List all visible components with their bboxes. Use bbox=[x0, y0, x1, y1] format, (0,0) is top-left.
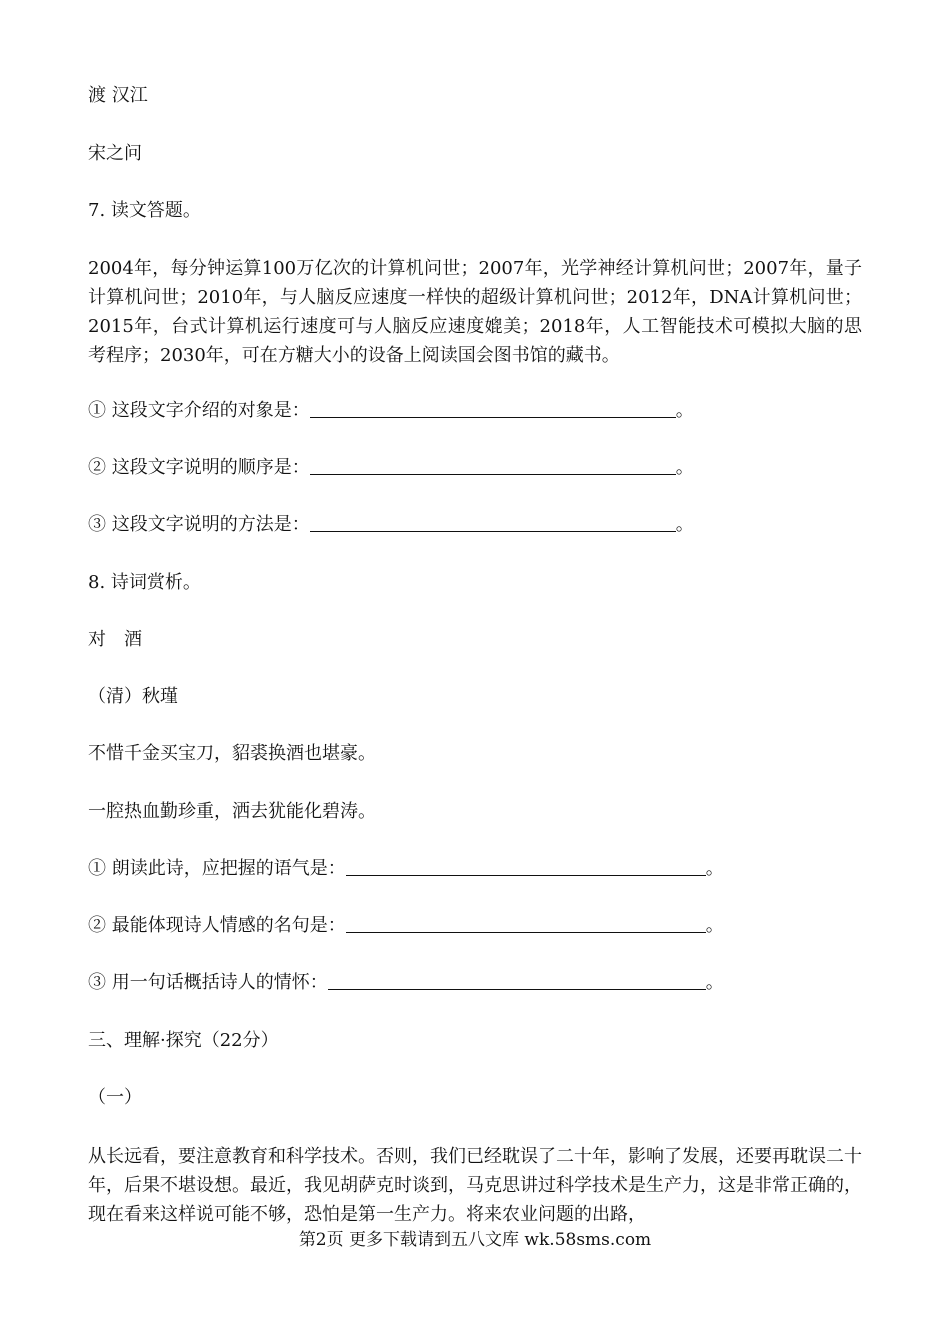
q8-poem-title: 对 酒 bbox=[88, 629, 142, 650]
q8-item-3: ③ 用一句话概括诗人的情怀： 。 bbox=[88, 972, 724, 993]
section3-passage: 从长远看，要注意教育和科学技术。否则，我们已经耽误了二十年，影响了发展，还要再耽误二十年，后果不堪设想。最近，我见胡萨克时谈到，马克思讲过科学技术是生产力，这是非常正确的，现在看来这样说可能不够，恐怕是第一生产力。将来农业问题的出路， bbox=[88, 1146, 862, 1225]
answer-blank[interactable] bbox=[346, 857, 706, 876]
q8-item-2: ② 最能体现诗人情感的名句是： 。 bbox=[88, 915, 724, 936]
answer-blank[interactable] bbox=[310, 456, 676, 475]
q8-poem-line-2: 一腔热血勤珍重，洒去犹能化碧涛。 bbox=[88, 801, 376, 822]
section3-heading: 三、理解·探究（22分） bbox=[88, 1030, 279, 1051]
q8-item-2-label: ② 最能体现诗人情感的名句是： bbox=[88, 915, 346, 936]
q7-heading: 7. 读文答题。 bbox=[88, 200, 201, 221]
q7-item-2: ② 这段文字说明的顺序是： 。 bbox=[88, 457, 694, 478]
q7-item-1-label: ① 这段文字介绍的对象是： bbox=[88, 400, 310, 421]
answer-blank[interactable] bbox=[310, 399, 676, 418]
q7-item-3: ③ 这段文字说明的方法是： 。 bbox=[88, 514, 694, 535]
q8-item-1: ① 朗读此诗，应把握的语气是： 。 bbox=[88, 858, 724, 879]
section3-sub: （一） bbox=[88, 1087, 142, 1108]
q8-item-1-label: ① 朗读此诗，应把握的语气是： bbox=[88, 858, 346, 879]
q7-item-1: ① 这段文字介绍的对象是： 。 bbox=[88, 400, 694, 421]
q8-poem-author: （清）秋瑾 bbox=[88, 686, 178, 707]
q8-poem-line-1: 不惜千金买宝刀，貂裘换酒也堪豪。 bbox=[88, 743, 376, 764]
answer-blank[interactable] bbox=[310, 513, 676, 532]
q8-item-3-label: ③ 用一句话概括诗人的情怀： bbox=[88, 972, 328, 993]
page-footer: 第2页 更多下载请到五八文库 wk.58sms.com bbox=[298, 1230, 652, 1250]
poem1-title: 渡 汉江 bbox=[88, 85, 148, 106]
q7-item-2-label: ② 这段文字说明的顺序是： bbox=[88, 457, 310, 478]
q7-passage: 2004年，每分钟运算100万亿次的计算机问世；2007年，光学神经计算机问世；2007年，量子计算机问世；2010年，与人脑反应速度一样快的超级计算机问世；2012年，DNA计算机问世；2015年，台式计算机运行速度可与人脑反应速度媲美；2018年，人工智能技术可模拟大脑的思考程序；2030年，可在方糖大小的设备上阅读国会图书馆的藏书。 bbox=[88, 258, 862, 366]
answer-blank[interactable] bbox=[328, 971, 706, 990]
answer-blank[interactable] bbox=[346, 914, 706, 933]
q8-heading: 8. 诗词赏析。 bbox=[88, 572, 201, 593]
q7-item-3-label: ③ 这段文字说明的方法是： bbox=[88, 514, 310, 535]
poem1-author: 宋之问 bbox=[88, 143, 142, 164]
